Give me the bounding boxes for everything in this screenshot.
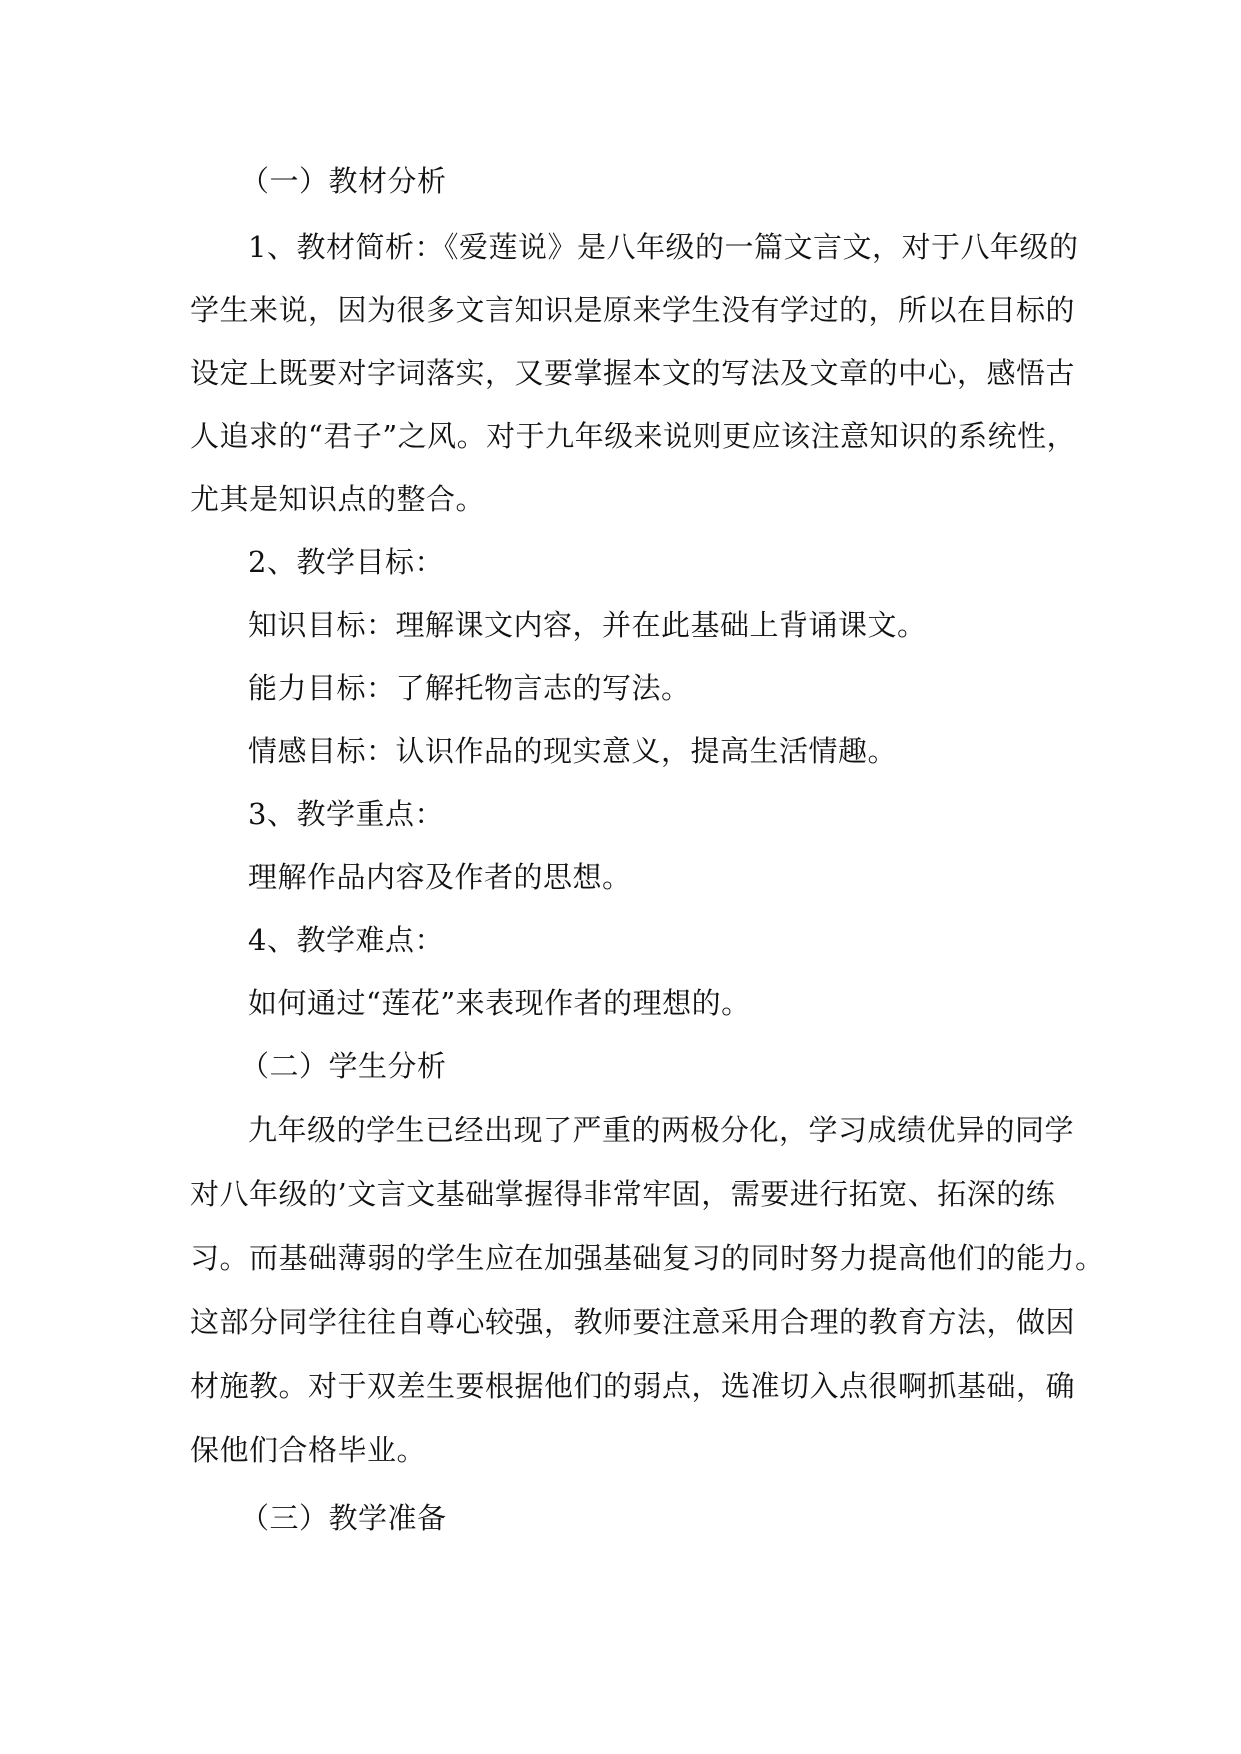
teaching-goals-title: 2、教学目标： — [248, 545, 444, 579]
paragraph-textbook-line-3: 设定上既要对字词落实，又要掌握本文的写法及文章的中心，感悟古 — [190, 356, 1076, 390]
goal-knowledge: 知识目标：理解课文内容，并在此基础上背诵课文。 — [248, 608, 927, 642]
section-heading-textbook-analysis: （一）教材分析 — [240, 164, 447, 198]
paragraph-students-line-5: 材施教。对于双差生要根据他们的弱点，选准切入点很啊抓基础，确 — [190, 1369, 1076, 1403]
paragraph-textbook-line-1: 1、教材简析：《爱莲说》是八年级的一篇文言文，对于八年级的 — [248, 230, 1079, 264]
paragraph-students-line-1: 九年级的学生已经出现了严重的两极分化，学习成绩优异的同学 — [248, 1113, 1075, 1147]
section-heading-student-analysis: （二）学生分析 — [240, 1049, 447, 1083]
paragraph-students-line-4: 这部分同学往往自尊心较强，教师要注意采用合理的教育方法，做因 — [190, 1305, 1076, 1339]
teaching-key-title: 3、教学重点： — [248, 797, 444, 831]
paragraph-textbook-line-2: 学生来说，因为很多文言知识是原来学生没有学过的，所以在目标的 — [190, 293, 1076, 327]
paragraph-textbook-line-5: 尤其是知识点的整合。 — [190, 482, 486, 516]
paragraph-students-line-6: 保他们合格毕业。 — [190, 1433, 427, 1467]
section-heading-teaching-preparation: （三）教学准备 — [240, 1501, 447, 1535]
teaching-difficulty-title: 4、教学难点： — [248, 923, 444, 957]
teaching-key-text: 理解作品内容及作者的思想。 — [248, 860, 632, 894]
teaching-difficulty-text: 如何通过“莲花”来表现作者的理想的。 — [248, 986, 751, 1020]
goal-ability: 能力目标：了解托物言志的写法。 — [248, 671, 691, 705]
paragraph-textbook-line-4: 人追求的“君子”之风。对于九年级来说则更应该注意知识的系统性， — [190, 419, 1077, 453]
goal-emotion: 情感目标：认识作品的现实意义，提高生活情趣。 — [248, 734, 898, 768]
paragraph-students-line-3: 习。而基础薄弱的学生应在加强基础复习的同时努力提高他们的能力。 — [190, 1241, 1105, 1275]
paragraph-students-line-2: 对八年级的’文言文基础掌握得非常牢固，需要进行拓宽、拓深的练 — [190, 1177, 1056, 1211]
